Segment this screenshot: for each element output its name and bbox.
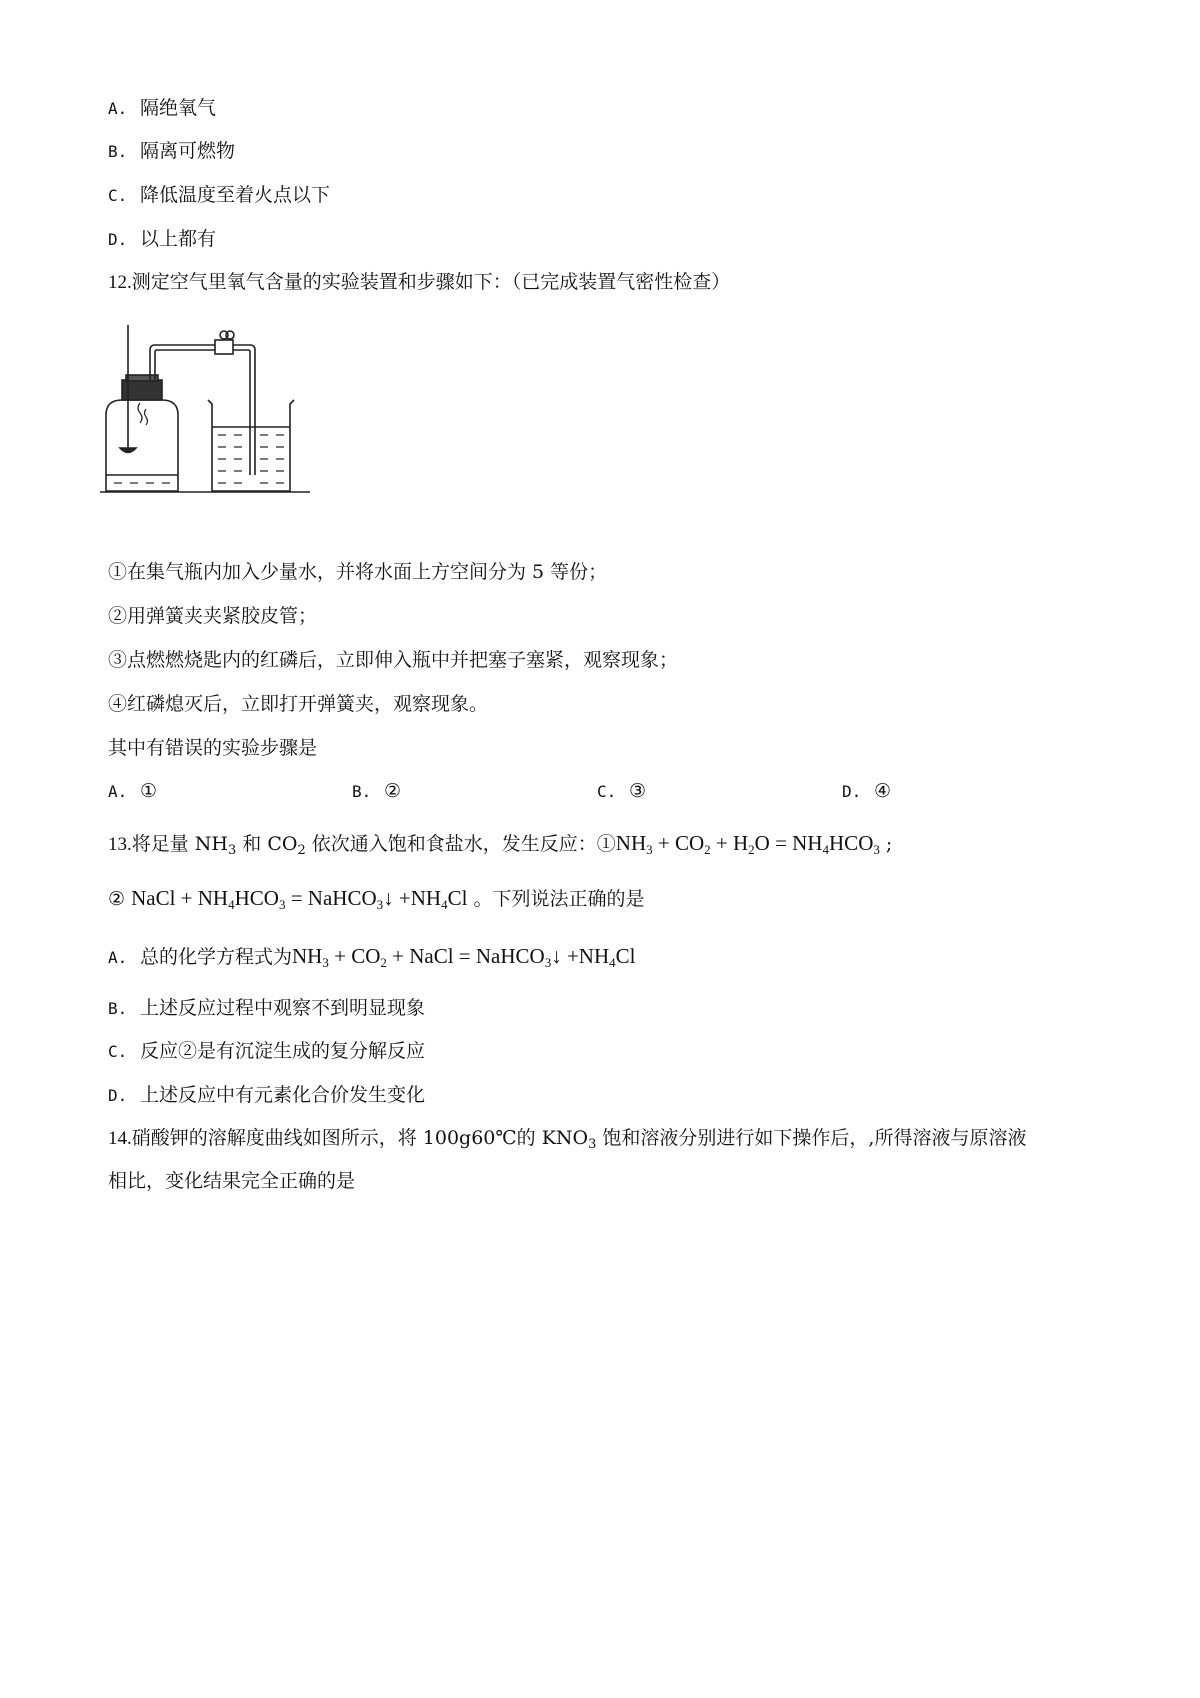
subscript: 3: [588, 1137, 597, 1152]
option-label: C.: [597, 782, 617, 801]
q12-option-d: [842, 777, 891, 806]
step-text: ③点燃燃烧匙内的红磷后，立即伸入瓶中并把塞子塞紧，观察现象；: [108, 649, 679, 671]
option-label: D.: [108, 230, 128, 249]
option-text: 隔离可燃物: [140, 140, 236, 162]
option-label: A.: [108, 948, 128, 967]
equation-2: NaCl + $NH_4HCO_3$ = NaHCO$_3$↓ $+NH_4Cl$: [131, 886, 468, 912]
q13-option-b: [108, 994, 425, 1023]
option-label: D.: [108, 1086, 128, 1105]
option-label: B.: [352, 782, 372, 801]
option-text: 上述反应过程中观察不到明显现象: [140, 997, 426, 1019]
option-text: 降低温度至着火点以下: [140, 184, 331, 206]
q12-step-1: [108, 558, 607, 586]
option-text: 总的化学方程式为: [140, 946, 293, 968]
q12-step-3: [108, 646, 678, 674]
option-label: C.: [108, 1042, 128, 1061]
q11-option-c: [108, 181, 330, 210]
stem-text: 。下列说法正确的是: [467, 888, 645, 910]
option-text: ④: [874, 780, 892, 802]
q14-stem-line2: [108, 1167, 355, 1195]
q12-question: [108, 734, 317, 762]
question-text: 测定空气里氧气含量的实验装置和步骤如下：（已完成装置气密性检查）: [131, 271, 731, 293]
stem-text: 硝酸钾的溶解度曲线如图所示，将 100g60℃的 KNO: [131, 1127, 589, 1149]
circled-number: ②: [108, 888, 126, 910]
option-text: 上述反应中有元素化合价发生变化: [140, 1084, 426, 1106]
q11-option-b: [108, 137, 235, 166]
question-text: 其中有错误的实验步骤是: [108, 737, 318, 759]
option-text: ②: [384, 780, 402, 802]
option-text: 以上都有: [140, 228, 217, 250]
oxygen-experiment-apparatus-figure: [100, 325, 320, 500]
q12-step-2: [108, 602, 317, 630]
option-text: 隔绝氧气: [140, 97, 217, 119]
option-text: ①: [140, 780, 158, 802]
option-label: B.: [108, 999, 128, 1018]
option-text: 反应②是有沉淀生成的复分解反应: [140, 1040, 426, 1062]
question-number: 12.: [108, 272, 132, 293]
q13-stem: 13.将足量 $NH_3$ 和 $CO_2$ 依次通入饱和食盐水，发生反应：$①NH_3 + CO_2 + H_2O = NH_4HCO_3$ ;: [108, 831, 893, 858]
q12-option-b: [352, 777, 401, 806]
option-label: C.: [108, 186, 128, 205]
q13-option-d: [108, 1081, 425, 1110]
option-label: D.: [842, 782, 862, 801]
q11-option-a: [108, 94, 216, 123]
option-text: ③: [629, 780, 647, 802]
question-number: 14.: [108, 1128, 132, 1149]
q12-option-a: [108, 777, 157, 806]
question-number: 13.: [108, 834, 132, 855]
step-text: ①在集气瓶内加入少量水，并将水面上方空间分为 5 等份；: [108, 561, 608, 583]
stem-text: 饱和溶液分别进行如下操作后，,所得溶液与原溶液: [596, 1127, 1027, 1149]
stem-text: 相比，变化结果完全正确的是: [108, 1170, 356, 1192]
option-label: A.: [108, 782, 128, 801]
step-text: ④红磷熄灭后，立即打开弹簧夹，观察现象。: [108, 693, 489, 715]
option-label: B.: [108, 142, 128, 161]
option-label: A.: [108, 99, 128, 118]
q14-stem-line1: [108, 1124, 1026, 1153]
q13-equation-line: [108, 884, 644, 913]
step-text: ②用弹簧夹夹紧胶皮管；: [108, 605, 318, 627]
subscript: 2: [297, 843, 306, 858]
equation-1: $NH_3 + CO_2 + H_2O = NH_4HCO_3$: [615, 831, 880, 857]
stem-text: 将足量 NH: [131, 833, 228, 855]
q13-option-c: [108, 1037, 425, 1066]
subscript: 3: [227, 843, 237, 858]
equation-total: $NH_3 + CO_2$ + NaCl = NaHCO$_3$↓ $+NH_4Cl$: [292, 944, 636, 970]
q12-stem: [108, 268, 730, 297]
q13-option-a: [108, 942, 636, 972]
stem-text: 依次通入饱和食盐水，发生反应：①: [305, 833, 616, 855]
q12-step-4: [108, 690, 488, 718]
q12-option-c: [597, 777, 646, 806]
stem-text: 和 CO: [236, 833, 298, 855]
q11-option-d: [108, 225, 216, 254]
